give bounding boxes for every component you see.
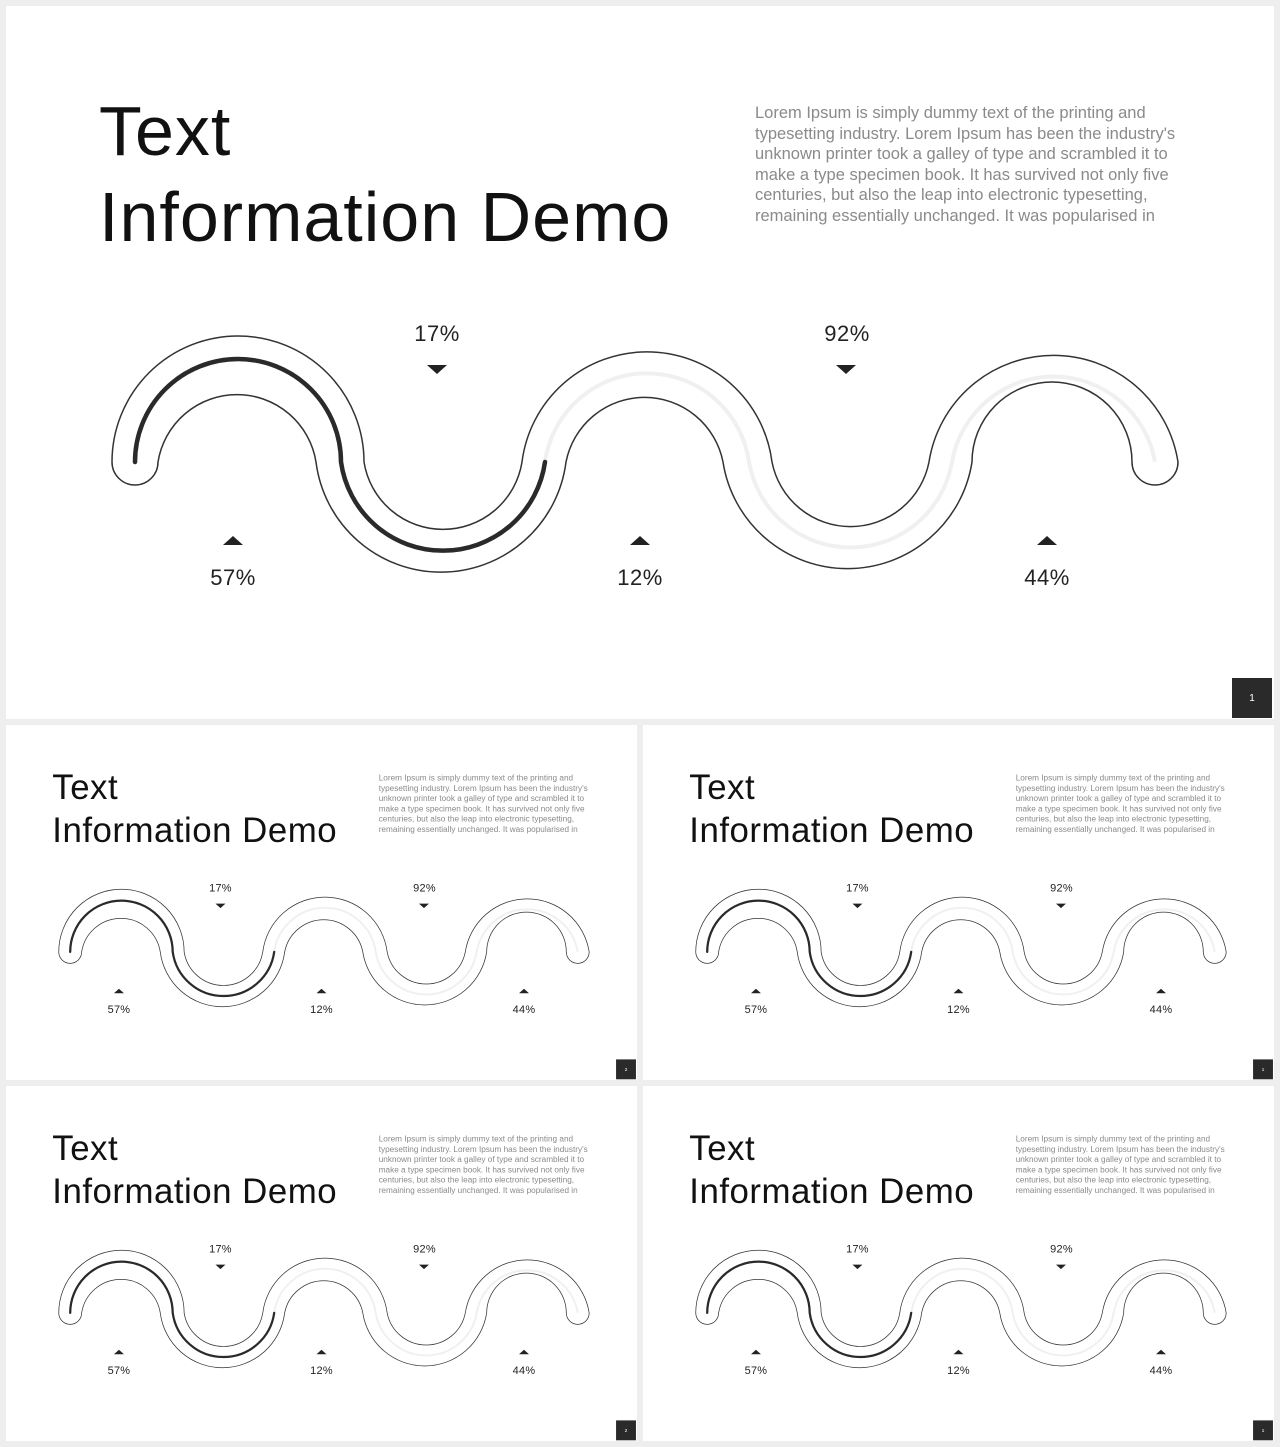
- body-text: Lorem Ipsum is simply dummy text of the printing and typesetting industry. Lorem Ipsum has been the industry's unknown printer took a galley of type and scrambled it to make a type specimen book. It has survived not only five centuries, but also the leap into electronic typesetting, remaining essentially unchanged. It was popularised in: [378, 773, 588, 834]
- label-bottom-2: 12%: [310, 1364, 333, 1377]
- label-top-1: 17%: [209, 881, 232, 895]
- body-text: Lorem Ipsum is simply dummy text of the printing and typesetting industry. Lorem Ipsum has been the industry's unknown printer took a galley of type and scrambled it to make a type specimen book. It has survived not only five centuries, but also the leap into electronic typesetting, remaining essentially unchanged. It was popularised in: [1015, 1134, 1225, 1195]
- title-line-1: Text: [689, 1128, 756, 1168]
- wave-track: [707, 1262, 1215, 1357]
- marker-bottom-3-triangle-icon: [1156, 1350, 1166, 1354]
- slide-main[interactable]: [6, 6, 1274, 719]
- label-bottom-1: 57%: [107, 1003, 131, 1016]
- label-bottom-1: 57%: [744, 1003, 768, 1016]
- marker-top-1-triangle-icon: [215, 1265, 225, 1269]
- label-bottom-3: 44%: [1149, 1003, 1173, 1016]
- slide-thumb-3[interactable]: [6, 1086, 637, 1441]
- wave-track: [135, 359, 1155, 551]
- wave-diagram: [6, 725, 637, 1080]
- title-line-2: Information Demo: [99, 178, 672, 256]
- marker-top-2-triangle-icon: [419, 1265, 429, 1269]
- label-bottom-2: 12%: [947, 1003, 970, 1016]
- title-line-1: Text: [99, 92, 232, 170]
- body-text: Lorem Ipsum is simply dummy text of the printing and typesetting industry. Lorem Ipsum has been the industry's unknown printer took a galley of type and scrambled it to make a type specimen book. It has survived not only five centuries, but also the leap into electronic typesetting, remaining essentially unchanged. It was popularised in: [378, 1134, 588, 1195]
- label-bottom-3: 44%: [1149, 1364, 1173, 1377]
- wave-track: [707, 901, 1215, 996]
- wave-diagram: [643, 1086, 1274, 1441]
- marker-top-1-triangle-icon: [852, 1265, 862, 1269]
- marker-bottom-3-triangle-icon: [519, 989, 529, 993]
- label-bottom-3: 44%: [512, 1003, 536, 1016]
- label-bottom-2: 12%: [947, 1364, 970, 1377]
- label-bottom-1: 57%: [744, 1364, 768, 1377]
- label-top-2: 92%: [824, 321, 870, 346]
- marker-bottom-3-triangle-icon: [1156, 989, 1166, 993]
- slide-thumb-4[interactable]: [643, 1086, 1274, 1441]
- label-top-1: 17%: [209, 1242, 232, 1256]
- label-top-1: 17%: [846, 881, 869, 895]
- label-top-1: 17%: [846, 1242, 869, 1256]
- label-top-2: 92%: [1050, 881, 1073, 895]
- marker-top-2-triangle-icon: [836, 365, 856, 374]
- wave-diagram: [6, 1086, 637, 1441]
- slide-thumb-2[interactable]: [643, 725, 1274, 1080]
- wave-track: [70, 901, 578, 996]
- marker-bottom-1-triangle-icon: [114, 989, 124, 993]
- title-line-1: Text: [52, 767, 119, 807]
- page-number-badge: 1: [1253, 1420, 1273, 1440]
- marker-bottom-1-triangle-icon: [114, 1350, 124, 1354]
- page-number-badge: 2: [616, 1059, 636, 1079]
- title-line-2: Information Demo: [52, 1171, 338, 1211]
- marker-top-1-triangle-icon: [852, 904, 862, 908]
- body-text: Lorem Ipsum is simply dummy text of the printing and typesetting industry. Lorem Ipsum has been the industry's unknown printer took a galley of type and scrambled it to make a type specimen book. It has survived not only five centuries, but also the leap into electronic typesetting, remaining essentially unchanged. It was popularised in: [1015, 773, 1225, 834]
- title-line-1: Text: [52, 1128, 119, 1168]
- marker-top-1-triangle-icon: [427, 365, 447, 374]
- label-bottom-3: 44%: [512, 1364, 536, 1377]
- marker-bottom-2-triangle-icon: [954, 989, 964, 993]
- label-bottom-1: 57%: [107, 1364, 131, 1377]
- marker-bottom-3-triangle-icon: [1037, 536, 1057, 545]
- marker-top-2-triangle-icon: [1056, 1265, 1066, 1269]
- marker-bottom-2-triangle-icon: [630, 536, 650, 545]
- label-top-2: 92%: [1050, 1242, 1073, 1256]
- label-bottom-2: 12%: [310, 1003, 333, 1016]
- body-text: Lorem Ipsum is simply dummy text of the printing and typesetting industry. Lorem Ipsum has been the industry's unknown printer took a galley of type and scrambled it to make a type specimen book. It has survived not only five centuries, but also the leap into electronic typesetting, remaining essentially unchanged. It was popularised in: [755, 104, 1176, 225]
- title-line-2: Information Demo: [52, 810, 338, 850]
- slide-thumb-1[interactable]: [6, 725, 637, 1080]
- marker-top-1-triangle-icon: [215, 904, 225, 908]
- label-bottom-3: 44%: [1024, 565, 1070, 590]
- marker-bottom-1-triangle-icon: [751, 989, 761, 993]
- marker-bottom-3-triangle-icon: [519, 1350, 529, 1354]
- marker-bottom-2-triangle-icon: [954, 1350, 964, 1354]
- page-number-badge: 1: [1253, 1059, 1273, 1079]
- title-line-2: Information Demo: [689, 810, 975, 850]
- wave-diagram: [6, 6, 1274, 719]
- marker-bottom-1-triangle-icon: [751, 1350, 761, 1354]
- wave-diagram: [643, 725, 1274, 1080]
- marker-top-2-triangle-icon: [1056, 904, 1066, 908]
- title-line-1: Text: [689, 767, 756, 807]
- marker-bottom-2-triangle-icon: [317, 1350, 327, 1354]
- page-number-badge: 2: [616, 1420, 636, 1440]
- label-top-2: 92%: [413, 1242, 436, 1256]
- label-top-2: 92%: [413, 881, 436, 895]
- marker-bottom-2-triangle-icon: [317, 989, 327, 993]
- title-line-2: Information Demo: [689, 1171, 975, 1211]
- marker-bottom-1-triangle-icon: [223, 536, 243, 545]
- label-top-1: 17%: [414, 321, 460, 346]
- page-number-badge: 1: [1232, 678, 1272, 718]
- marker-top-2-triangle-icon: [419, 904, 429, 908]
- wave-track: [70, 1262, 578, 1357]
- label-bottom-2: 12%: [617, 565, 663, 590]
- label-bottom-1: 57%: [210, 565, 256, 590]
